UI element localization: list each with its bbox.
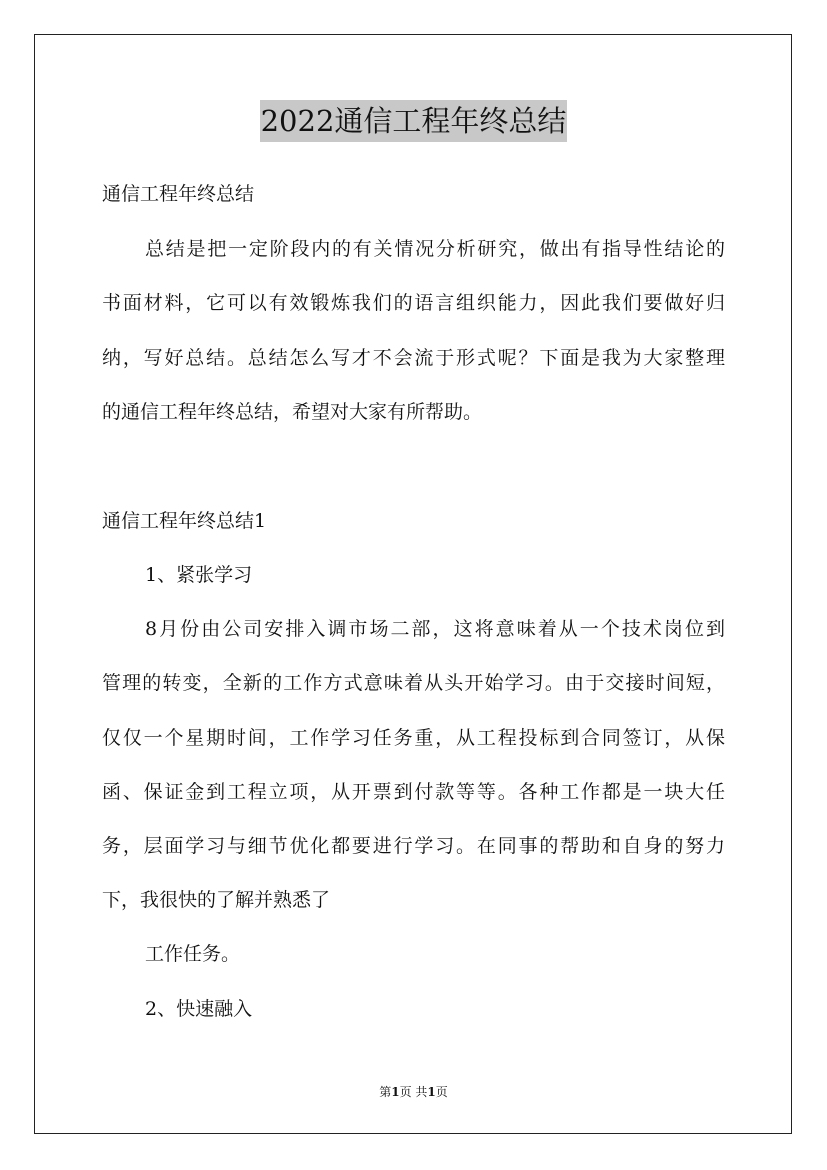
para1-line-1: 8月份由公司安排入调市场二部，这将意味着从一个技术岗位到 (145, 618, 725, 640)
section1-heading: 通信工程年终总结1 (102, 510, 267, 532)
intro-line-3: 纳，写好总结。总结怎么写才不会流于形式呢？下面是我为大家整理 (102, 347, 725, 369)
para1-line-2: 管理的转变，全新的工作方式意味着从头开始学习。由于交接时间短， (102, 672, 725, 694)
section-heading: 通信工程年终总结 (102, 183, 255, 205)
intro-line-4: 的通信工程年终总结，希望对大家有所帮助。 (102, 401, 483, 423)
footer-prefix: 第 (379, 1085, 392, 1099)
para1-line-3: 仅仅一个星期时间，工作学习任务重，从工程投标到合同签订，从保 (102, 727, 725, 749)
para1-continued: 工作任务。 (145, 943, 241, 965)
page-footer (0, 1084, 827, 1100)
document-title: 2022通信工程年终总结 (260, 100, 568, 142)
footer-page-number: 1 (391, 1085, 400, 1099)
point-2-heading: 2、快速融入 (145, 998, 253, 1020)
para1-line-5: 务，层面学习与细节优化都要进行学习。在同事的帮助和自身的努力 (102, 835, 725, 857)
intro-line-1: 总结是把一定阶段内的有关情况分析研究，做出有指导性结论的 (145, 238, 725, 260)
point-1-heading: 1、紧张学习 (145, 564, 253, 586)
para1-line-6: 下，我很快的了解并熟悉了 (102, 889, 331, 911)
intro-line-2: 书面材料，它可以有效锻炼我们的语言组织能力，因此我们要做好归 (102, 292, 725, 314)
title-container (0, 100, 827, 142)
footer-middle: 页 共 (399, 1085, 428, 1099)
footer-suffix: 页 (435, 1085, 448, 1099)
footer-total-pages: 1 (427, 1085, 436, 1099)
para1-line-4: 函、保证金到工程立项，从开票到付款等等。各种工作都是一块大任 (102, 781, 725, 803)
